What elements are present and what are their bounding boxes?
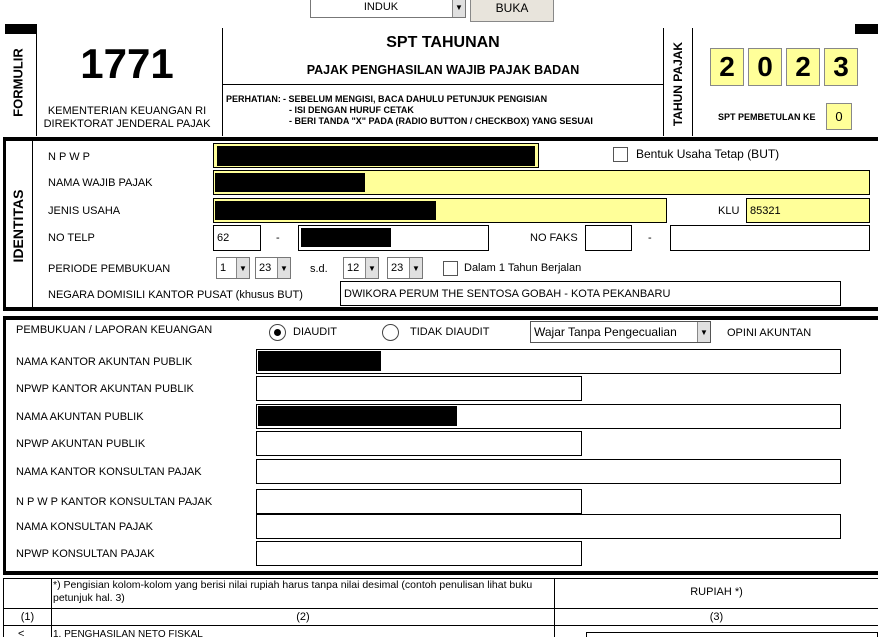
identitas-label: IDENTITAS — [10, 189, 26, 263]
kkp-name-label: NAMA KANTOR KONSULTAN PAJAK — [16, 466, 202, 478]
kp-npwp-label: NPWP KONSULTAN PAJAK — [16, 548, 155, 560]
period-from-year-select[interactable] — [255, 257, 291, 279]
chevron-down-icon: ▼ — [277, 258, 290, 278]
redaction — [258, 406, 457, 426]
faks-label: NO FAKS — [530, 232, 578, 244]
but-label: Bentuk Usaha Tetap (BUT) — [636, 147, 780, 161]
sd-label: s.d. — [310, 263, 328, 275]
form-subtitle: PAJAK PENGHASILAN WAJIB PAJAK BADAN — [306, 63, 580, 77]
opini-select[interactable] — [530, 321, 711, 343]
kap-name-label: NAMA KANTOR AKUNTAN PUBLIK — [16, 356, 193, 368]
table-note: *) Pengisian kolom-kolom yang berisi nilai rupiah harus tanpa nilai desimal (contoh penulisan lihat buku petunjuk hal. 3) — [53, 579, 533, 604]
chevron-down-icon: ▼ — [409, 258, 422, 278]
klu-input[interactable]: 85321 — [746, 198, 870, 223]
nama-wp-label: NAMA WAJIB PAJAK — [48, 177, 153, 189]
periode-label: PERIODE PEMBUKUAN — [48, 263, 171, 275]
perhatian-line2: - ISI DENGAN HURUF CETAK — [289, 105, 414, 115]
but-checkbox[interactable] — [613, 147, 628, 162]
perhatian-line3: - BERI TANDA "X" PADA (RADIO BUTTON / CHECKBOX) YANG SESUAI — [289, 116, 593, 126]
klu-label: KLU — [718, 205, 740, 217]
perhatian-line1: - SEBELUM MENGISI, BACA DAHULU PETUNJUK PENGISIAN — [283, 94, 548, 104]
period-from-year: 23 — [259, 262, 272, 274]
redaction — [215, 173, 365, 192]
kkp-name-input[interactable] — [256, 459, 841, 484]
open-button[interactable]: BUKA — [470, 0, 554, 22]
pembetulan-label: SPT PEMBETULAN KE — [718, 112, 816, 122]
period-to-month-select[interactable] — [343, 257, 379, 279]
negara-input[interactable]: DWIKORA PERUM THE SENTOSA GOBAH - KOTA PEKANBARU — [340, 281, 841, 306]
redaction — [215, 201, 436, 220]
chevron-down-icon: ▼ — [697, 322, 710, 342]
row-arrow-icon: < — [18, 628, 25, 637]
ap-name-label: NAMA AKUNTAN PUBLIK — [16, 411, 144, 423]
opini-label: OPINI AKUNTAN — [727, 327, 812, 339]
perhatian-label: PERHATIAN: — [226, 94, 281, 104]
telp-dash: - — [276, 232, 280, 244]
kp-name-label: NAMA KONSULTAN PAJAK — [16, 521, 153, 533]
kap-npwp-input[interactable] — [256, 376, 582, 401]
column-1-header: (1) — [20, 611, 35, 623]
year-digit-2[interactable]: 0 — [748, 48, 782, 86]
first-row-label: 1. PENGHASILAN NETO FISKAL — [53, 629, 203, 637]
ministry-line1: KEMENTERIAN KEUANGAN RI — [47, 105, 207, 117]
column-3-header: (3) — [709, 611, 724, 623]
formulir-label: FORMULIR — [10, 48, 26, 117]
faks-number-input[interactable] — [670, 225, 870, 251]
kkp-npwp-label: N P W P KANTOR KONSULTAN PAJAK — [16, 496, 213, 508]
kap-npwp-label: NPWP KANTOR AKUNTAN PUBLIK — [16, 383, 194, 395]
ministry-line2: DIREKTORAT JENDERAL PAJAK — [43, 118, 211, 130]
form-type-value: INDUK — [363, 1, 399, 13]
period-from-month-select[interactable] — [216, 257, 250, 279]
first-row-input[interactable] — [586, 632, 878, 637]
year-digit-1[interactable]: 2 — [710, 48, 744, 86]
redaction — [217, 146, 535, 166]
form-title: SPT TAHUNAN — [386, 34, 500, 51]
dalam-tahun-checkbox[interactable] — [443, 261, 458, 276]
tidak-diaudit-radio[interactable] — [382, 324, 399, 341]
pembukuan-label: PEMBUKUAN / LAPORAN KEUANGAN — [16, 324, 213, 336]
form-number: 1771 — [80, 40, 174, 87]
pembetulan-input[interactable]: 0 — [826, 103, 852, 130]
opini-value: Wajar Tanpa Pengecualian — [534, 325, 677, 339]
negara-label: NEGARA DOMISILI KANTOR PUSAT (khusus BUT) — [48, 289, 303, 301]
kkp-npwp-input[interactable] — [256, 489, 582, 514]
tidak-diaudit-label: TIDAK DIAUDIT — [410, 326, 490, 338]
ap-npwp-label: NPWP AKUNTAN PUBLIK — [16, 438, 146, 450]
chevron-down-icon: ▼ — [236, 258, 249, 278]
form-type-select[interactable] — [310, 0, 466, 18]
column-2-header: (2) — [296, 611, 310, 623]
telp-label: NO TELP — [48, 232, 95, 244]
kp-name-input[interactable] — [256, 514, 841, 539]
jenis-usaha-label: JENIS USAHA — [48, 205, 121, 217]
diaudit-radio[interactable] — [269, 324, 286, 341]
tahun-pajak-label: TAHUN PAJAK — [671, 41, 685, 127]
period-to-year: 23 — [391, 262, 404, 274]
faks-dash: - — [648, 232, 652, 244]
rupiah-header: RUPIAH *) — [690, 586, 743, 598]
dalam-tahun-label: Dalam 1 Tahun Berjalan — [464, 262, 582, 274]
period-to-month: 12 — [347, 262, 360, 274]
chevron-down-icon: ▼ — [452, 0, 465, 17]
corner-mark-right — [855, 24, 878, 34]
chevron-down-icon: ▼ — [365, 258, 378, 278]
telp-prefix-input[interactable]: 62 — [213, 225, 261, 251]
kp-npwp-input[interactable] — [256, 541, 582, 566]
faks-prefix-input[interactable] — [585, 225, 632, 251]
period-to-year-select[interactable] — [387, 257, 423, 279]
diaudit-label: DIAUDIT — [293, 326, 337, 338]
redaction — [258, 351, 381, 371]
ap-npwp-input[interactable] — [256, 431, 582, 456]
redaction — [301, 228, 391, 247]
period-from-month: 1 — [220, 262, 227, 274]
npwp-label: N P W P — [48, 151, 90, 163]
corner-mark-left — [5, 24, 37, 34]
year-digit-4[interactable]: 3 — [824, 48, 858, 86]
year-digit-3[interactable]: 2 — [786, 48, 820, 86]
